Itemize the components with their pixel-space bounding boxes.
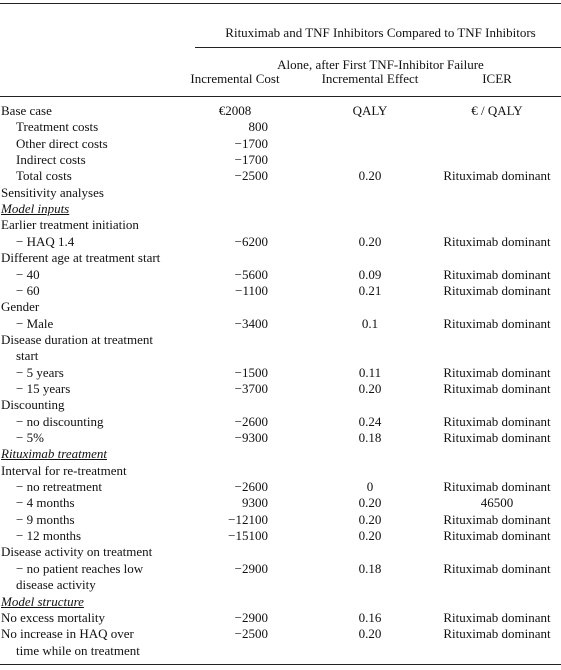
table-row [0,103,561,119]
cell-icer: Rituximab dominant [443,364,551,380]
cell-icer: Rituximab dominant [443,626,551,642]
cell-incremental-effect: 0.09 [358,266,382,282]
table-row [0,561,561,577]
table-row [0,397,561,413]
table-row [0,201,561,217]
group-title-line1: Rituximab and TNF Inhibitors Compared to TNF Inhibitors [225,25,536,40]
row-label: Base case [1,103,52,118]
row-label: − 5% [16,430,44,445]
cell-incremental-cost: −2900 [234,609,268,625]
row-label: − 40 [16,266,40,282]
cell-incremental-effect: 0.18 [358,430,382,445]
table-row [0,267,561,283]
table-row [0,544,561,560]
table-row [0,119,561,135]
row-label: Disease activity on treatment [1,544,153,560]
cell-incremental-effect: 0.18 [358,560,382,576]
section-heading: Model inputs [1,201,70,217]
table-row [0,430,561,446]
col-header-effect-line2: QALY [352,103,388,118]
cell-incremental-effect: 0.20 [358,626,382,642]
cell-incremental-cost: −3400 [234,315,268,331]
cell-incremental-cost: −2600 [234,413,268,429]
col-header-cost-line2: €2008 [218,103,252,118]
row-label: − 4 months [16,495,75,511]
table-row [0,577,561,593]
table-row [0,479,561,495]
cell-incremental-cost: −1500 [234,364,268,380]
row-label: Discounting [1,397,65,413]
row-label: − 9 months [16,511,75,527]
cell-incremental-cost: −3700 [234,380,268,396]
table-row [0,250,561,266]
row-label: − no patient reaches low [16,560,144,576]
cell-incremental-cost: −1700 [234,152,268,168]
table-row [0,495,561,511]
row-label: Gender [1,299,40,315]
cell-icer: Rituximab dominant [443,560,551,576]
row-label: − 60 [16,282,40,298]
cell-icer: Rituximab dominant [443,511,551,527]
col-header-effect-line1: Incremental Effect [321,71,419,86]
row-label: Indirect costs [16,152,86,168]
row-label: Sensitivity analyses [1,184,104,200]
row-label: − 15 years [16,380,71,396]
cell-incremental-effect: 0.24 [358,413,382,429]
table-row [0,381,561,397]
table-row [0,316,561,332]
cell-incremental-cost: −2900 [234,560,268,576]
table-row [0,365,561,381]
header-rule [0,96,561,97]
table-row [0,283,561,299]
row-label: Earlier treatment initiation [1,217,139,233]
row-label: start [16,348,39,364]
cell-incremental-cost: −1100 [235,282,268,298]
section-heading: Rituximab treatment [1,446,108,462]
cell-icer: Rituximab dominant [443,282,551,298]
cell-incremental-cost: −2600 [234,479,268,495]
cell-incremental-effect: 0.20 [358,495,382,511]
col-header-icer-line1: ICER [482,71,512,86]
cell-icer: Rituximab dominant [443,380,551,396]
cell-incremental-cost: −1700 [234,135,268,151]
cell-incremental-cost: −12100 [228,511,268,527]
cell-incremental-cost: −5600 [234,266,268,282]
table-row [0,348,561,364]
row-label: Disease duration at treatment [1,331,153,347]
table-row [0,185,561,201]
cell-icer: Rituximab dominant [443,430,551,445]
row-label: No increase in HAQ over [1,626,134,642]
bottom-rule [0,664,561,665]
row-label: No excess mortality [1,609,105,625]
row-label: − 12 months [16,528,82,544]
table-row [0,610,561,626]
row-label: − no retreatment [16,479,103,495]
cell-incremental-effect: 0.20 [358,528,382,544]
group-rule [195,47,561,48]
row-label: Other direct costs [16,135,108,151]
cell-incremental-effect: 0.11 [358,364,382,380]
table-row [0,414,561,430]
cell-incremental-cost: −2500 [234,626,268,642]
cell-incremental-cost: −15100 [228,528,268,544]
table-row [0,136,561,152]
cell-icer: 46500 [480,495,514,511]
cell-incremental-cost: 9300 [242,495,268,511]
table-row [0,463,561,479]
cell-icer: Rituximab dominant [443,168,551,184]
row-label: Different age at treatment start [1,250,161,266]
row-label: − no discounting [16,413,104,429]
table-row [0,168,561,184]
cell-incremental-effect: 0.20 [358,168,382,184]
cell-incremental-effect: 0.21 [358,282,382,298]
table-row [0,446,561,462]
cell-incremental-effect: 0.20 [358,511,382,527]
cell-icer: Rituximab dominant [443,266,551,282]
row-label: Total costs [16,168,72,184]
table-row [0,512,561,528]
table-row [0,217,561,233]
table-row [0,643,561,659]
row-label: Treatment costs [16,119,99,135]
table-row [0,528,561,544]
row-label: time while on treatment [16,642,140,658]
table-row [0,234,561,250]
cell-icer: Rituximab dominant [443,609,551,625]
row-label: Interval for re-treatment [1,462,127,478]
cell-incremental-cost: −9300 [234,430,268,445]
row-label: − Male [16,315,54,331]
cell-incremental-effect: 0.20 [358,380,382,396]
section-heading: Model structure [1,593,84,609]
cell-incremental-effect: 0 [366,479,374,495]
col-header-cost-line1: Incremental Cost [190,71,280,86]
cell-incremental-cost: −6200 [234,233,268,249]
table-row [0,594,561,610]
cell-incremental-effect: 0.1 [361,315,379,331]
row-label: − 5 years [16,364,64,380]
col-header-icer-line2: € / QALY [471,103,523,118]
cell-icer: Rituximab dominant [443,413,551,429]
group-title-line2: Alone, after First TNF-Inhibitor Failure [277,57,484,72]
cell-incremental-cost: 800 [248,119,268,135]
table-row [0,152,561,168]
cell-icer: Rituximab dominant [443,233,551,249]
top-rule [0,3,561,4]
table-row [0,299,561,315]
row-label: disease activity [16,577,96,593]
cell-icer: Rituximab dominant [443,479,551,495]
cell-icer: Rituximab dominant [443,528,551,544]
row-label: − HAQ 1.4 [16,233,75,249]
cell-incremental-effect: 0.20 [358,233,382,249]
cell-incremental-cost: −2500 [234,168,268,184]
table-row [0,332,561,348]
table-row [0,626,561,642]
cell-incremental-effect: 0.16 [358,609,382,625]
cell-icer: Rituximab dominant [443,315,551,331]
